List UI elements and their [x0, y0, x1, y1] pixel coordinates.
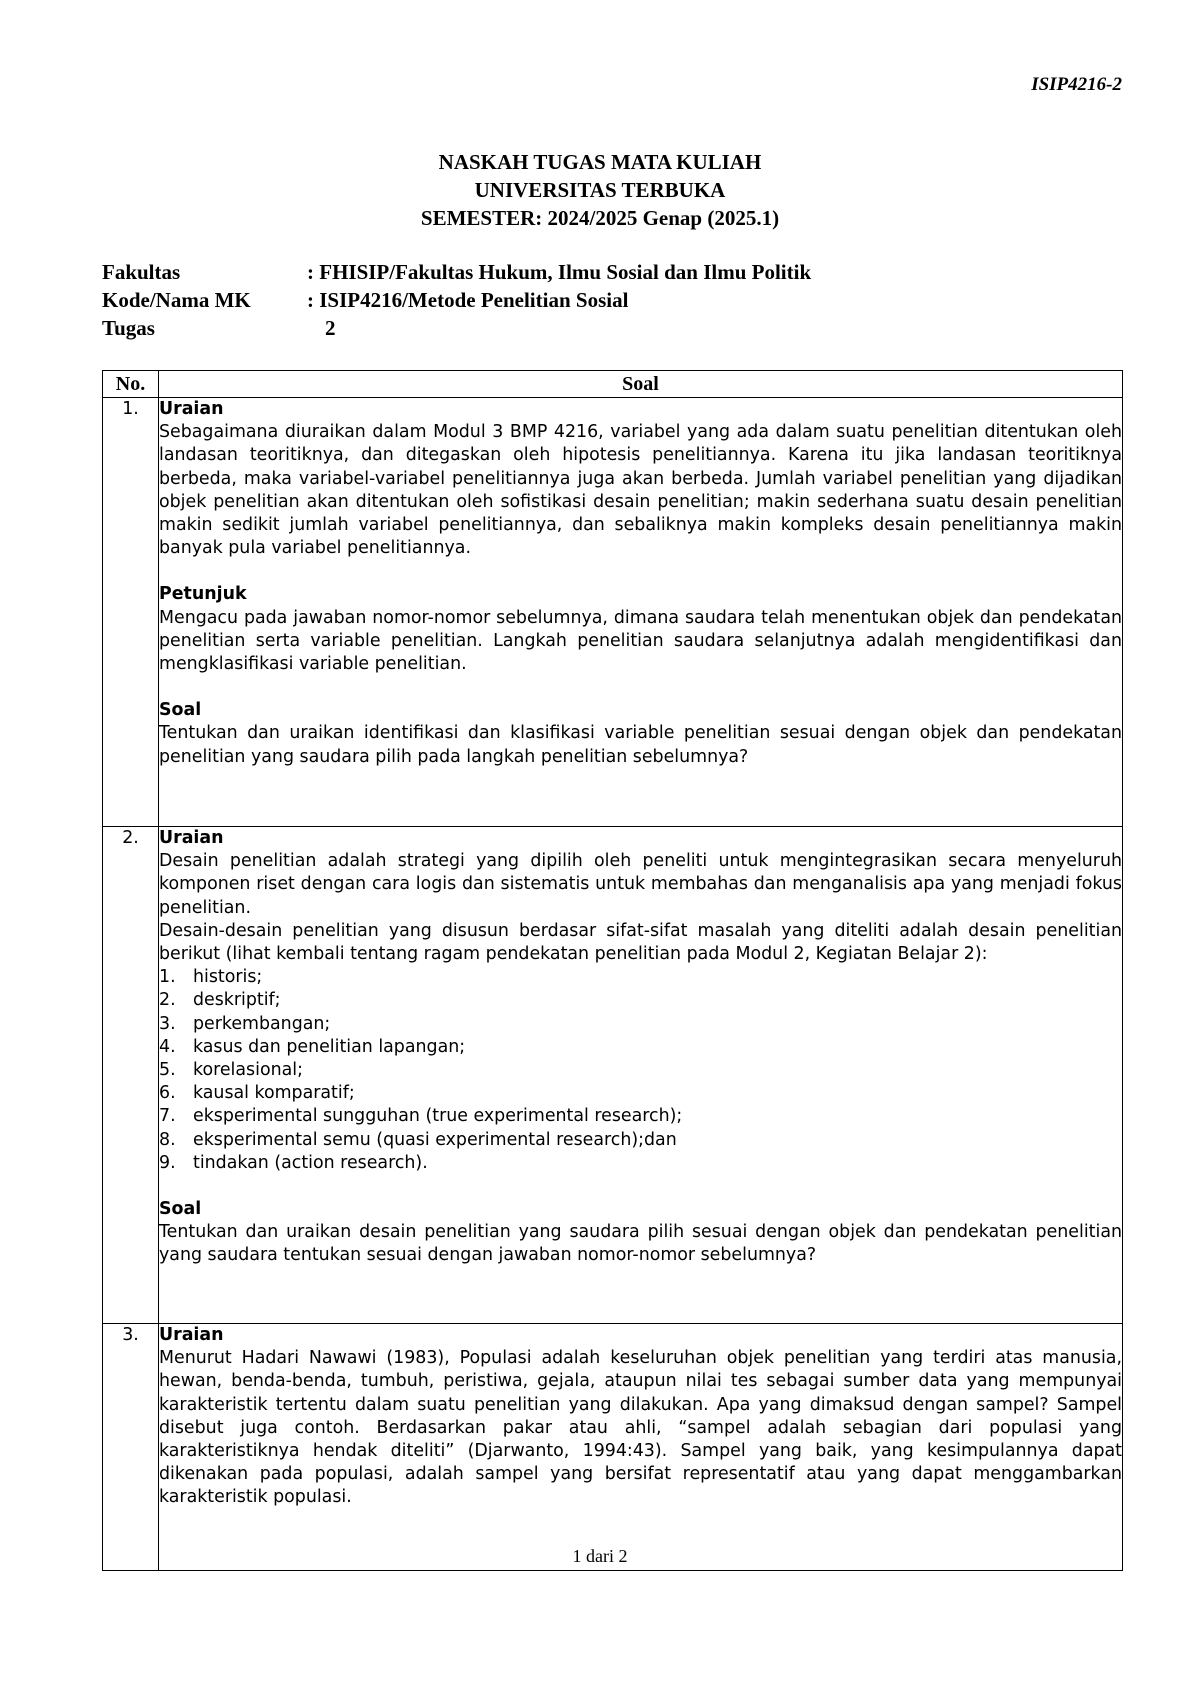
petunjuk-text: Mengacu pada jawaban nomor-nomor sebelumnya, dimana saudara telah menentukan objek dan pendekatan penelitian serta variable penelitian. Langkah penelitian saudara selanjutnya adalah mengidentifikasi dan mengklasifikasi variable penelitian. [159, 607, 1122, 675]
header-soal: Soal [159, 371, 1123, 398]
meta-row-kode [102, 286, 811, 314]
row-number: 1. [103, 398, 159, 827]
soal-text: Tentukan dan uraikan desain penelitian yang saudara pilih sesuai dengan objek dan pendekatan penelitian yang saudara tentukan sesuai dengan jawaban nomor-nomor sebelumnya? [159, 1222, 1122, 1266]
fakultas-value: : FHISIP/Fakultas Hukum, Ilmu Sosial dan Ilmu Politik [307, 260, 812, 284]
list-item: 4. kasus dan penelitian lapangan; [159, 1036, 466, 1057]
tugas-value: 2 [325, 316, 336, 340]
soal-text: Tentukan dan uraikan identifikasi dan klasifikasi variable penelitian sesuai dengan objek dan pendekatan penelitian yang saudara pilih pada langkah penelitian sebelumnya? [159, 723, 1122, 767]
list-item: 8. eksperimental semu (quasi experimental research);dan [159, 1129, 677, 1150]
row-content [159, 827, 1123, 1324]
list-item: 5. korelasional; [159, 1060, 303, 1081]
table-row [103, 1324, 1123, 1571]
meta-row-tugas [102, 314, 811, 342]
list-item: 1. historis; [159, 967, 263, 988]
page-number: 1 dari 2 [572, 1546, 628, 1566]
header-no: No. [103, 371, 159, 398]
title-line-1: NASKAH TUGAS MATA KULIAH [438, 150, 762, 174]
table-row [103, 398, 1123, 827]
list-item: 7. eksperimental sungguhan (true experimental research); [159, 1106, 683, 1127]
uraian-text-2: Desain-desain penelitian yang disusun berdasar sifat-sifat masalah yang diteliti adalah desain penelitian berikut (lihat kembali tentang ragam pendekatan penelitian pada Modul 2, Kegiatan Belajar 2): [159, 920, 1122, 965]
question-table [102, 370, 1123, 1571]
meta-row-fakultas [102, 258, 811, 286]
uraian-text: Desain penelitian adalah strategi yang dipilih oleh peneliti untuk mengintegrasikan secara menyeluruh komponen riset dengan cara logis dan sistematis untuk membahas dan menganalisis apa yang menjadi fokus penelitian. [159, 851, 1122, 918]
title-line-2: UNIVERSITAS TERBUKA [474, 178, 726, 202]
row-number: 2. [103, 827, 159, 1324]
table-row [103, 827, 1123, 1324]
uraian-text: Menurut Hadari Nawawi (1983), Populasi adalah keseluruhan objek penelitian yang terdiri atas manusia, hewan, benda-benda, tumbuh, peristiwa, gejala, ataupun nilai tes sebagai sumber data yang mempunyai karakteristik tertentu dalam suatu penelitian yang dilakukan. Apa yang dimaksud dengan sampel? Sampel disebut juga contoh. Berdasarkan pakar atau ahli, “sampel adalah sebagian dari populasi yang karakteristiknya hendak diteliti” (Djarwanto, 1994:43). Sampel yang baik, yang kesimpulannya dapat dikenakan pada populasi, adalah sampel yang bersifat representatif atau yang dapat menggambarkan karakteristik populasi. [159, 1348, 1122, 1508]
kode-label: Kode/Nama MK [102, 288, 251, 312]
list-item: 3. perkembangan; [159, 1013, 331, 1034]
uraian-heading: Uraian [159, 828, 224, 848]
soal-heading: Soal [159, 700, 202, 721]
list-item: 9. tindakan (action research). [159, 1152, 428, 1173]
row-content [159, 398, 1123, 827]
document-code: ISIP4216-2 [1031, 74, 1122, 95]
soal-heading: Soal [159, 1199, 202, 1220]
list-item: 6. kausal komparatif; [159, 1083, 355, 1104]
title-line-3: SEMESTER: 2024/2025 Genap (2025.1) [420, 206, 780, 230]
list-item: 2. deskriptif; [159, 990, 281, 1011]
table-header-row [103, 371, 1123, 398]
row-number: 3. [103, 1324, 159, 1571]
uraian-heading: Uraian [159, 399, 224, 419]
petunjuk-heading: Petunjuk [159, 584, 247, 605]
uraian-heading: Uraian [159, 1325, 224, 1345]
design-list [159, 966, 1122, 1175]
kode-value: : ISIP4216/Metode Penelitian Sosial [307, 288, 629, 312]
tugas-label: Tugas [102, 316, 155, 340]
uraian-text: Sebagaimana diuraikan dalam Modul 3 BMP 4216, variabel yang ada dalam suatu penelitian ditentukan oleh landasan teoritiknya, dan ditegaskan oleh hipotesis penelitiannya. Karena itu jika landasan teoritiknya berbeda, maka variabel-variabel penelitiannya juga akan berbeda. Jumlah variabel penelitian yang dijadikan objek penelitian akan ditentukan oleh sofistikasi desain penelitian; makin sederhana suatu desain penelitian makin sedikit jumlah variabel penelitiannya, dan sebaliknya makin kompleks desain penelitiannya makin banyak pula variabel penelitiannya. [159, 422, 1122, 559]
title-block [0, 148, 1200, 232]
course-meta [102, 258, 811, 342]
row-content [159, 1324, 1123, 1571]
fakultas-label: Fakultas [102, 260, 181, 284]
